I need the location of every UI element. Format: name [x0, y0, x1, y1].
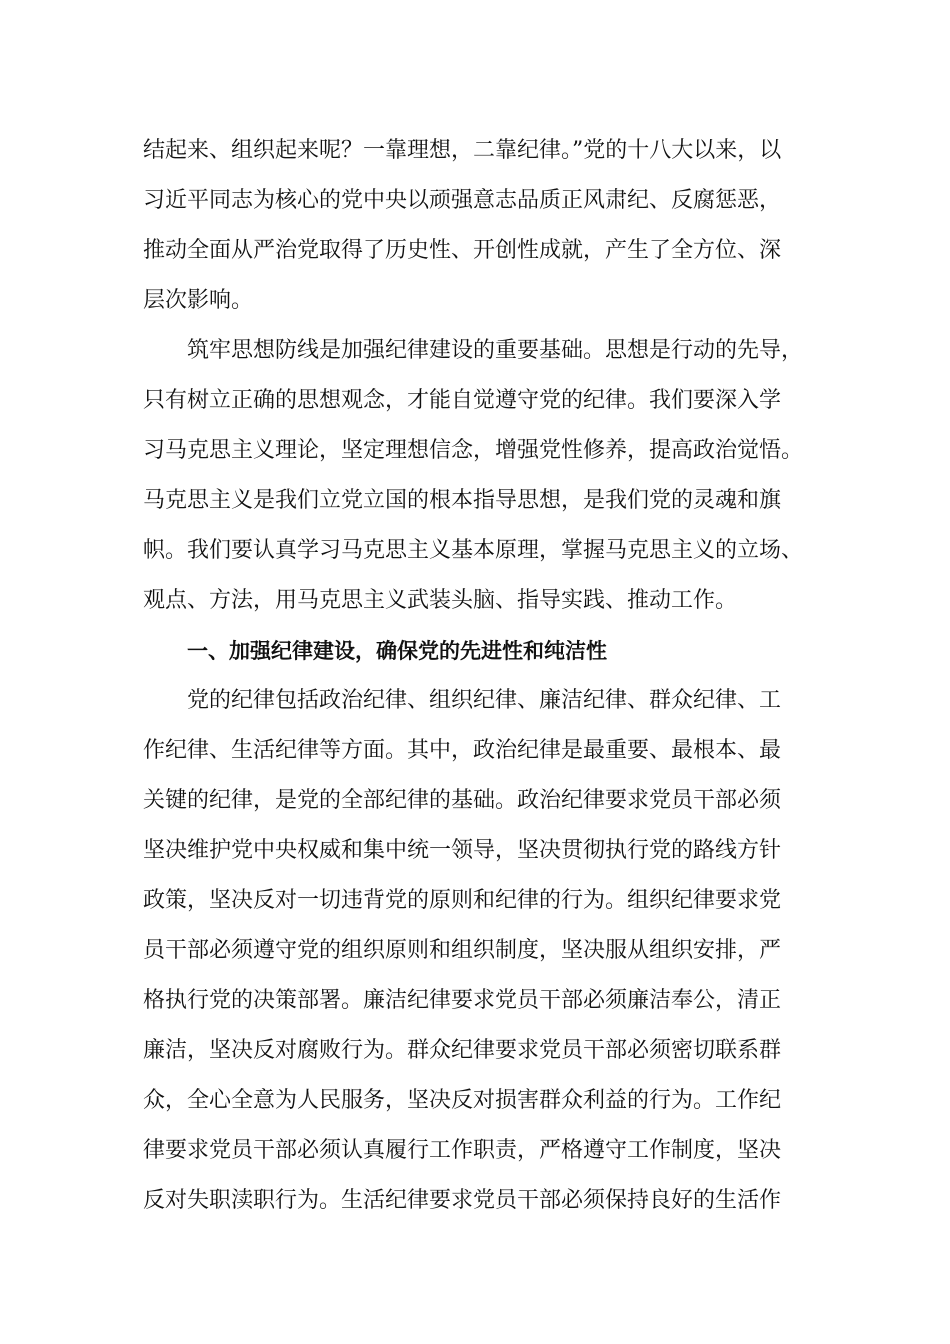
paragraph-line: 坚决维护党中央权威和集中统一领导，坚决贯彻执行党的路线方针: [143, 838, 782, 863]
paragraph-line: 结起来、组织起来呢？一靠理想，二靠纪律。”党的十八大以来，以: [143, 138, 782, 163]
paragraph-line: 政策，坚决反对一切违背党的原则和纪律的行为。组织纪律要求党: [143, 888, 782, 913]
paragraph-line: 格执行党的决策部署。廉洁纪律要求党员干部必须廉洁奉公，清正: [143, 988, 782, 1013]
paragraph-line: 众，全心全意为人民服务，坚决反对损害群众利益的行为。工作纪: [143, 1088, 782, 1113]
paragraph-line: 推动全面从严治党取得了历史性、开创性成就，产生了全方位、深: [143, 238, 782, 263]
paragraph-line: 律要求党员干部必须认真履行工作职责，严格遵守工作制度，坚决: [143, 1138, 782, 1163]
paragraph-line: 习近平同志为核心的党中央以顽强意志品质正风肃纪、反腐惩恶，: [143, 188, 782, 213]
paragraph-line: 层次影响。: [143, 288, 254, 313]
paragraph-line: 反对失职渎职行为。生活纪律要求党员干部必须保持良好的生活作: [143, 1188, 782, 1213]
paragraph-line: 马克思主义是我们立党立国的根本指导思想，是我们党的灵魂和旗: [143, 488, 782, 513]
paragraph-line: 党的纪律包括政治纪律、组织纪律、廉洁纪律、群众纪律、工: [187, 688, 782, 713]
paragraph-line: 习马克思主义理论，坚定理想信念，增强党性修养，提高政治觉悟。: [143, 438, 804, 463]
paragraph-line: 观点、方法，用马克思主义武装头脑、指导实践、推动工作。: [143, 588, 738, 613]
paragraph-line: 关键的纪律，是党的全部纪律的基础。政治纪律要求党员干部必须: [143, 788, 782, 813]
paragraph-line: 廉洁，坚决反对腐败行为。群众纪律要求党员干部必须密切联系群: [143, 1038, 782, 1063]
paragraph-line: 员干部必须遵守党的组织原则和组织制度，坚决服从组织安排，严: [143, 938, 782, 963]
section-heading: 一、加强纪律建设，确保党的先进性和纯洁性: [187, 639, 607, 663]
paragraph-line: 作纪律、生活纪律等方面。其中，政治纪律是最重要、最根本、最: [143, 738, 782, 763]
document-body: [143, 126, 813, 1226]
paragraph-line: 帜。我们要认真学习马克思主义基本原理，掌握马克思主义的立场、: [143, 538, 804, 563]
paragraph-line: 筑牢思想防线是加强纪律建设的重要基础。思想是行动的先导，: [187, 338, 804, 363]
paragraph-line: 只有树立正确的思想观念，才能自觉遵守党的纪律。我们要深入学: [143, 388, 782, 413]
